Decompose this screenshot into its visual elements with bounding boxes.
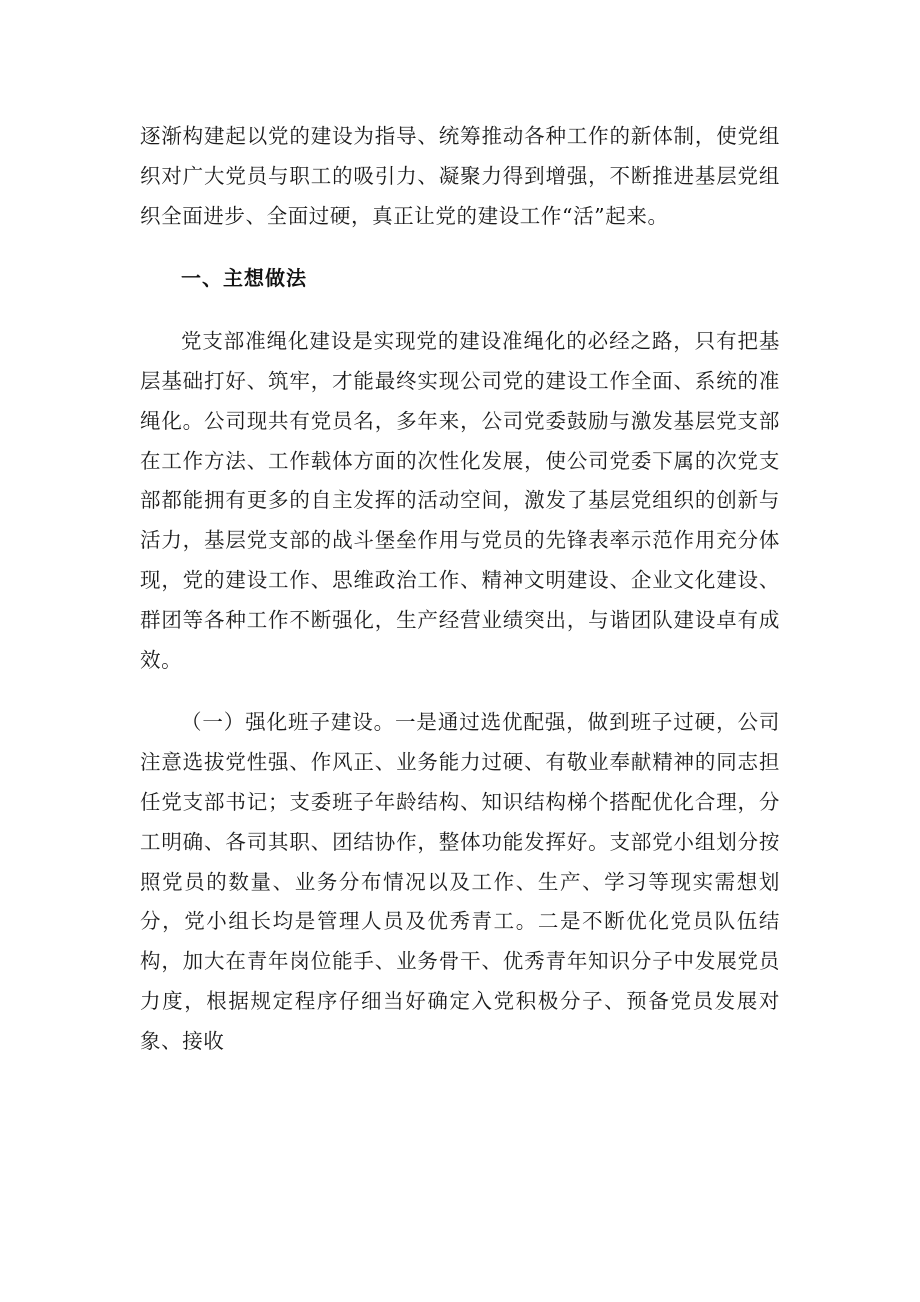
section-heading: 一、主想做法	[181, 266, 307, 291]
body-paragraph-main-practice: 党支部准绳化建设是实现党的建设准绳化的必经之路，只有把基层基础打好、筑牢，才能最终实现公司党的建设工作全面、系统的准绳化。公司现共有党员名，多年来，公司党委鼓励与激发基层党支部在工作方法、工作载体方面的次性化发展，使公司党委下属的次党支部都能拥有更多的自主发挥的活动空间，激发了基层党组织的创新与活力，基层党支部的战斗堡垒作用与党员的先锋表率示范作用充分体现，党的建设工作、思维政治工作、精神文明建设、企业文化建设、群团等各种工作不断强化，生产经营业绩突出，与谐团队建设卓有成效。	[140, 329, 780, 672]
body-paragraph-intro: 逐渐构建起以党的建设为指导、统筹推动各种工作的新体制，使党组织对广大党员与职工的吸引力、凝聚力得到增强，不断推进基层党组织全面进步、全面过硬，真正让党的建设工作“活”起来。	[140, 124, 780, 228]
body-paragraph-team-building: （一）强化班子建设。一是通过选优配强，做到班子过硬，公司注意选拔党性强、作风正、业务能力过硬、有敬业奉献精神的同志担任党支部书记；支委班子年龄结构、知识结构梯个搭配优化合理，分工明确、各司其职、团结协作，整体功能发挥好。支部党小组划分按照党员的数量、业务分布情况以及工作、生产、学习等现实需想划分，党小组长均是管理人员及优秀青工。二是不断优化党员队伍结构，加大在青年岗位能手、业务骨干、优秀青年知识分子中发展党员力度，根据规定程序仔细当好确定入党积极分子、预备党员发展对象、接收	[140, 710, 780, 1053]
